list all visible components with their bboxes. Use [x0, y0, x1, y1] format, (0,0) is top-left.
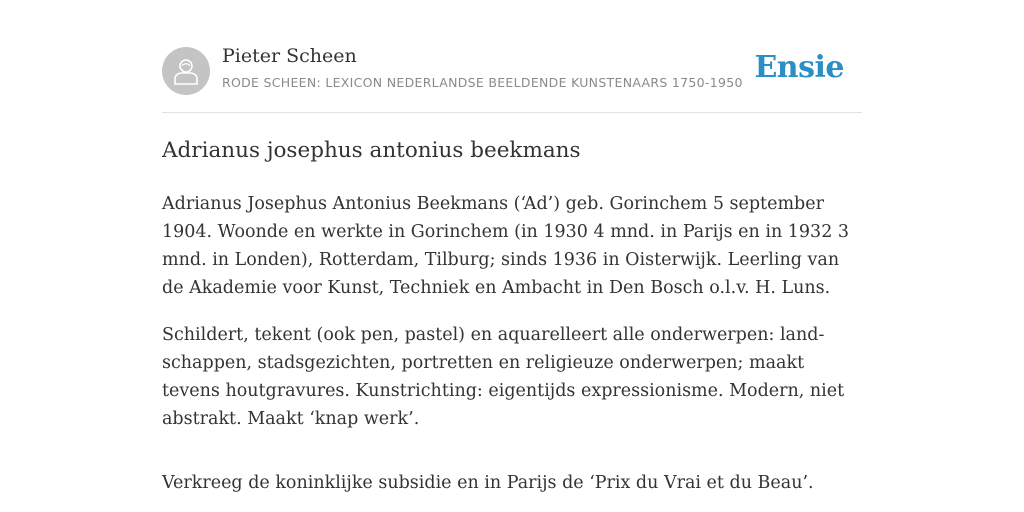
avatar[interactable] [162, 47, 210, 95]
article-title: Adrianus josephus antonius beekmans [162, 138, 581, 163]
ensie-logo[interactable]: Ensie [754, 50, 844, 85]
paragraph: Schildert, tekent (ook pen, pastel) en aquarelleert alle onderwerpen: land-schappen, stadsgezichten, portretten en religieuze onderwerpen; maakt tevens houtgravures. Kunstrichting: eigentijds expressionisme. Modern, niet abstrakt. Maakt ‘knap werk’. [162, 325, 845, 429]
header [162, 0, 862, 113]
article-body [162, 190, 862, 512]
source-label[interactable]: RODE SCHEEN: LEXICON NEDERLANDSE BEELDENDE KUNSTENAARS 1750-1950 [222, 75, 743, 90]
paragraph: Adrianus Josephus Antonius Beekmans (‘Ad’) geb. Gorinchem 5 september 1904. Woonde en werkte in Gorinchem (in 1930 4 mnd. in Parijs en in 1932 3 mnd. in Londen), Rotterdam, Tilburg; sinds 1936 in Oisterwijk. Leerling van de Akademie voor Kunst, Techniek en Ambacht in Den Bosch o.l.v. H. Luns. [162, 194, 850, 298]
page [162, 0, 862, 493]
author-name[interactable]: Pieter Scheen [222, 45, 357, 67]
user-icon [173, 57, 199, 85]
paragraph: Verkreeg de koninklijke subsidie en in Parijs de ‘Prix du Vrai et du Beau’. [162, 473, 814, 493]
